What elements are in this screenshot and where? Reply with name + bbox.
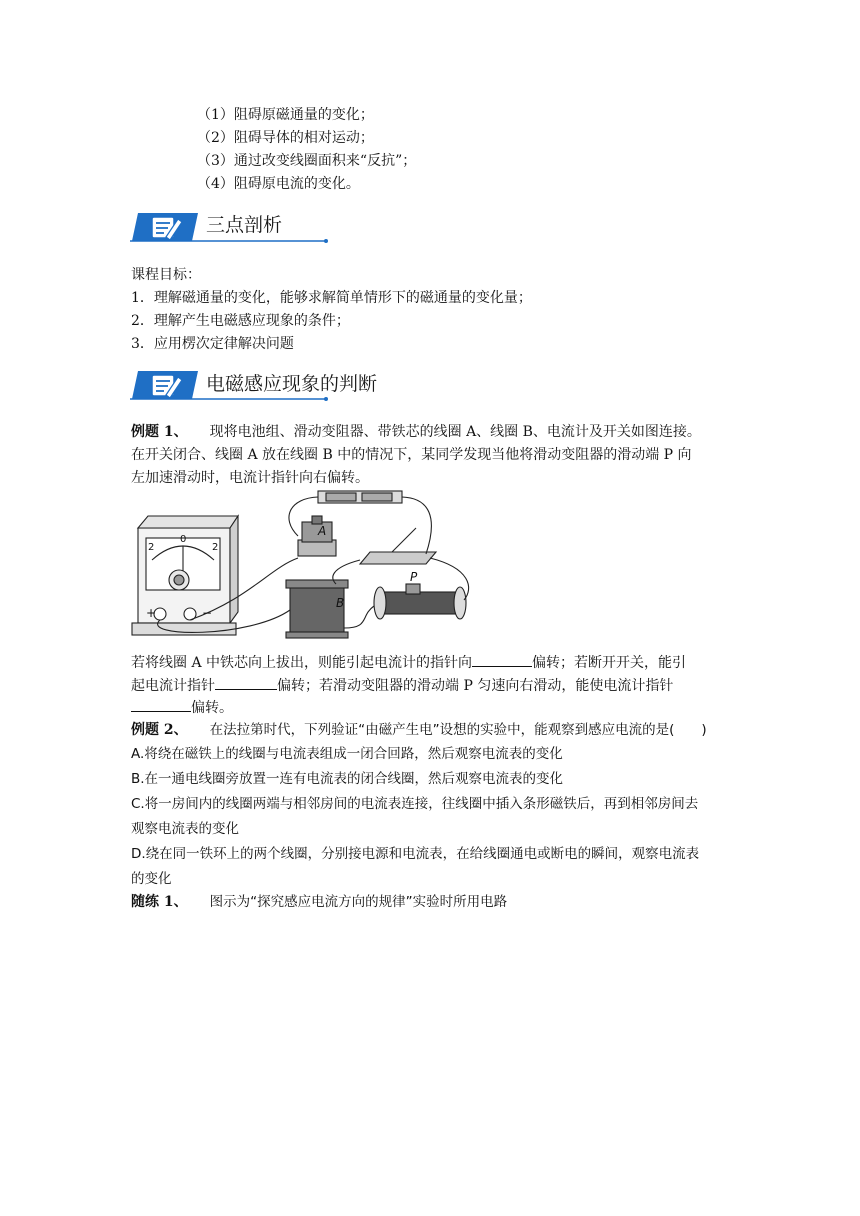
meter-scale-zero: 0 [180,534,187,545]
option-c-cont: 观察电流表的变化 [131,821,239,837]
example1-question-line3: 偏转。 [131,696,741,719]
answer-blank[interactable] [131,696,191,712]
goal-item: 2．理解产生电磁感应现象的条件； [131,313,350,329]
practice1 [131,891,741,913]
label-coil-b: B [336,596,345,610]
circuit-figure [130,488,480,640]
option-b: B.在一通电线圈旁放置一连有电流表的闭合线圈，然后观察电流表的变化 [131,771,564,787]
terminal-minus: − [202,606,213,620]
example-text: 在法拉第时代，下列验证“由磁产生电”设想的实验中，能观察到感应电流的是( ) [209,722,707,738]
example-text: 现将电池组、滑动变阻器、带铁芯的线圈 A、线圈 B、电流计及开关如图连接。 [209,424,701,440]
goal-item: 1．理解磁通量的变化，能够求解简单情形下的磁通量的变化量； [131,290,532,306]
option-d: D.绕在同一铁环上的两个线圈，分别接电源和电流表，在给线圈通电或断电的瞬间，观察电流表 [131,846,700,862]
example1-question-line2: 起电流计指针 偏转；若滑动变阻器的滑动端 P 匀速向右滑动，能使电流计指针 [131,674,741,697]
practice-label: 随练 1、 [131,894,188,910]
circuit-diagram [130,488,480,640]
list-item: （4）阻碍原电流的变化。 [197,176,360,192]
answer-blank[interactable] [472,651,532,667]
goal-item: 3．应用楞次定律解决问题 [131,336,294,352]
meter-scale-right: 2 [212,542,219,553]
answer-blank[interactable] [215,674,277,690]
practice-text: 图示为“探究感应电流方向的规律”实验时所用电路 [209,894,508,910]
meter-scale-left: 2 [148,542,155,553]
option-a: A.将绕在磁铁上的线圈与电流表组成一闭合回路，然后观察电流表的变化 [131,746,563,762]
example1-line1 [131,421,741,443]
option-d-cont: 的变化 [131,871,172,887]
example2-stem [131,719,741,741]
section-title: 电磁感应现象的判断 [206,373,378,395]
label-slider-p: P [410,570,418,584]
example1-line3: 左加速滑动时，电流计指针向右偏转。 [131,470,369,486]
example-label: 例题 2、 [131,722,188,738]
list-item: （1）阻碍原磁通量的变化； [197,107,374,123]
goals-heading: 课程目标： [131,267,201,283]
list-item: （2）阻碍导体的相对运动； [197,130,374,146]
option-c: C.将一房间内的线圈两端与相邻房间的电流表连接，往线圈中插入条形磁铁后，再到相邻房间去 [131,796,699,812]
label-coil-a: A [318,524,327,538]
example-label: 例题 1、 [131,424,188,440]
terminal-plus: + [146,606,157,620]
list-item: （3）通过改变线圈面积来“反抗”； [197,153,417,169]
example1-line2: 在开关闭合、线圈 A 放在线圈 B 中的情况下，某同学发现当他将滑动变阻器的滑动端 P 向 [131,447,692,463]
section-title: 三点剖析 [206,214,283,236]
example1-question-line1: 若将线圈 A 中铁芯向上拔出，则能引起电流计的指针向 偏转；若断开开关，能引 [131,651,741,674]
